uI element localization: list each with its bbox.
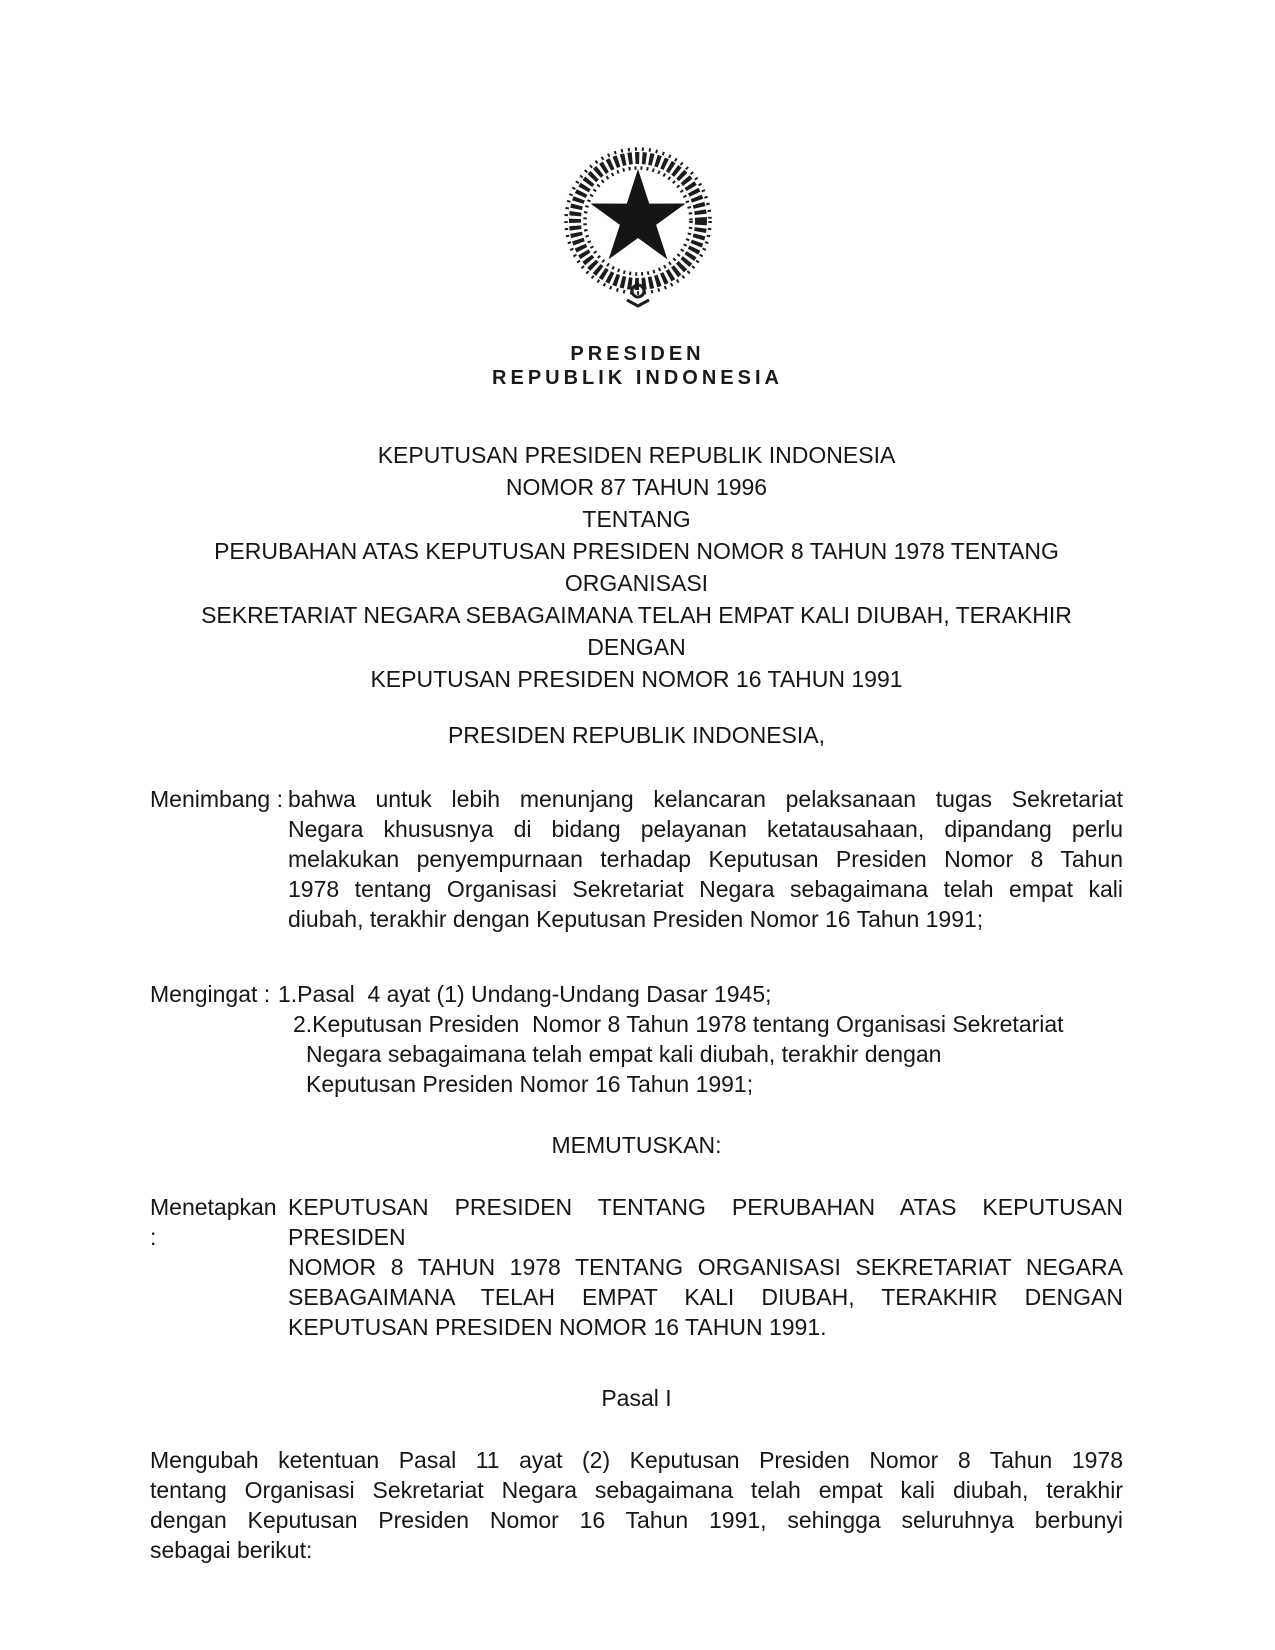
- menimbang-section: [150, 784, 1123, 934]
- text-line: Negara khususnya di bidang pelayanan ketatausahaan, dipandang perlu: [288, 816, 1123, 842]
- text-line: 1.Pasal 4 ayat (1) Undang-Undang Dasar 1945;: [278, 981, 772, 1007]
- text-line: sebagai berikut:: [150, 1537, 313, 1563]
- memutuskan-heading: MEMUTUSKAN:: [551, 1132, 722, 1158]
- text-line: Mengubah ketentuan Pasal 11 ayat (2) Keputusan Presiden Nomor 8 Tahun 1978: [150, 1447, 1123, 1473]
- mengingat-text: [278, 979, 1123, 1099]
- text-line: TENTANG: [582, 506, 691, 532]
- pasal-i-text: [150, 1445, 1123, 1565]
- text-line: Negara sebagaimana telah empat kali diubah, terakhir dengan: [306, 1041, 942, 1067]
- decree-body: [150, 439, 1123, 1565]
- text-line: bahwa untuk lebih menunjang kelancaran pelaksanaan tugas Sekretariat: [288, 786, 1123, 812]
- letterhead-presiden: PRESIDEN: [570, 343, 705, 365]
- text-line: SEKRETARIAT NEGARA SEBAGAIMANA TELAH EMPAT KALI DIUBAH, TERAKHIR DENGAN: [201, 602, 1072, 660]
- text-line: SEBAGAIMANA TELAH EMPAT KALI DIUBAH, TERAKHIR DENGAN: [288, 1284, 1123, 1310]
- decree-title: [150, 439, 1123, 695]
- text-line: KEPUTUSAN PRESIDEN REPUBLIK INDONESIA: [377, 442, 896, 468]
- letterhead-republik-indonesia: REPUBLIK INDONESIA: [492, 367, 783, 389]
- text-line: KEPUTUSAN PRESIDEN NOMOR 16 TAHUN 1991.: [288, 1314, 827, 1340]
- text-line: NOMOR 87 TAHUN 1996: [505, 474, 768, 500]
- pasal-i-heading: Pasal I: [601, 1385, 672, 1411]
- text-line: 1978 tentang Organisasi Sekretariat Negara sebagaimana telah empat kali: [288, 876, 1123, 902]
- national-emblem-icon: [558, 143, 718, 318]
- menetapkan-label: Menetapkan :: [150, 1194, 277, 1250]
- text-line: Keputusan Presiden Nomor 16 Tahun 1991;: [306, 1071, 754, 1097]
- text-line: NOMOR 8 TAHUN 1978 TENTANG ORGANISASI SEKRETARIAT NEGARA: [288, 1254, 1123, 1280]
- menetapkan-text: [288, 1192, 1123, 1342]
- salutation: PRESIDEN REPUBLIK INDONESIA,: [447, 722, 826, 748]
- text-line: 2.Keputusan Presiden Nomor 8 Tahun 1978 tentang Organisasi Sekretariat: [293, 1011, 1064, 1037]
- mengingat-section: [150, 979, 1123, 1099]
- text-line: dengan Keputusan Presiden Nomor 16 Tahun 1991, sehingga seluruhnya berbunyi: [150, 1507, 1123, 1533]
- menetapkan-section: [150, 1192, 1123, 1342]
- menimbang-label: Menimbang :: [150, 786, 283, 812]
- text-line: PERUBAHAN ATAS KEPUTUSAN PRESIDEN NOMOR 8 TAHUN 1978 TENTANG ORGANISASI: [214, 538, 1059, 596]
- text-line: KEPUTUSAN PRESIDEN TENTANG PERUBAHAN ATAS KEPUTUSAN PRESIDEN: [288, 1194, 1123, 1250]
- text-line: diubah, terakhir dengan Keputusan Presiden Nomor 16 Tahun 1991;: [288, 906, 984, 932]
- text-line: KEPUTUSAN PRESIDEN NOMOR 16 TAHUN 1991: [370, 666, 903, 692]
- text-line: melakukan penyempurnaan terhadap Keputusan Presiden Nomor 8 Tahun: [288, 846, 1123, 872]
- mengingat-label: Mengingat :: [150, 981, 271, 1007]
- letterhead-block: [0, 0, 1275, 390]
- text-line: tentang Organisasi Sekretariat Negara sebagaimana telah empat kali diubah, terakhir: [150, 1477, 1123, 1503]
- menimbang-text: [288, 784, 1123, 934]
